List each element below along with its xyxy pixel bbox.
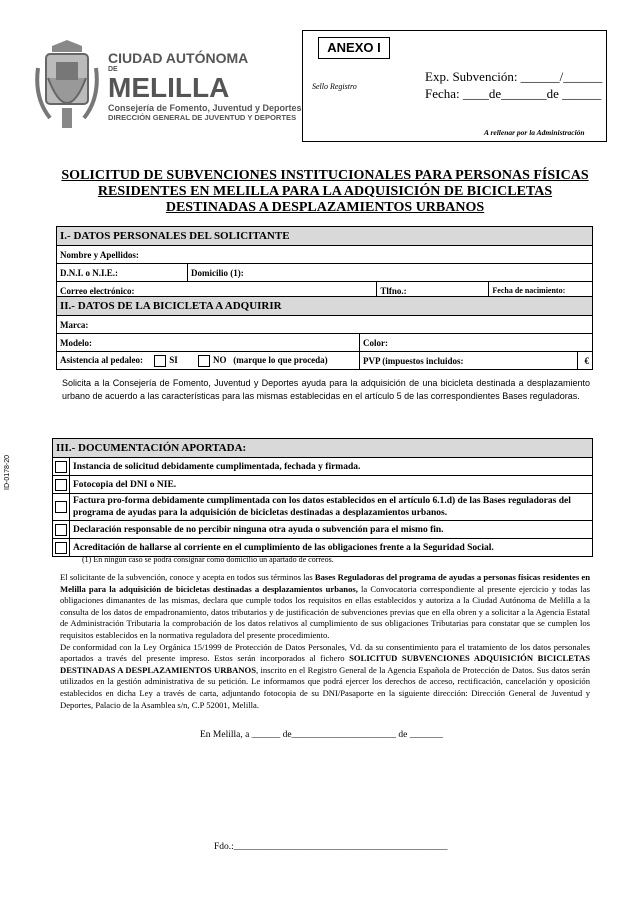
dni-field[interactable]: D.N.I. o N.I.E.: (57, 264, 188, 282)
signature-line[interactable]: Fdo.:_____________________________________________ (214, 842, 448, 852)
section3-heading: III.- DOCUMENTACIÓN APORTADA: (53, 439, 593, 458)
section-documentation (52, 438, 593, 557)
color-field[interactable]: Color: (360, 334, 593, 352)
doc-checkbox[interactable] (55, 524, 67, 536)
doc-item: Instancia de solicitud debidamente cumplimentada, fechada y firmada. (70, 458, 593, 476)
si-checkbox[interactable] (154, 355, 166, 367)
doc-item: Fotocopia del DNI o NIE. (70, 476, 593, 494)
doc-checkbox[interactable] (55, 501, 67, 513)
doc-checkbox-cell[interactable] (53, 521, 70, 539)
modelo-field[interactable]: Modelo: (57, 334, 360, 352)
doc-checkbox[interactable] (55, 479, 67, 491)
legal-text (60, 572, 590, 711)
section2-heading: II.- DATOS DE LA BICICLETA A ADQUIRIR (57, 297, 593, 316)
asistencia-row (57, 352, 360, 370)
doc-checkbox-cell[interactable] (53, 458, 70, 476)
logo-line4: DIRECCIÓN GENERAL DE JUVENTUD Y DEPORTES (108, 113, 297, 122)
doc-checkbox-cell[interactable] (53, 494, 70, 521)
no-label: NO (213, 354, 227, 365)
anexo-label: ANEXO I (318, 37, 390, 59)
euro-symbol: € (578, 352, 593, 370)
section1-heading: I.- DATOS PERSONALES DEL SOLICITANTE (57, 227, 593, 246)
nombre-field[interactable]: Nombre y Apellidos: (57, 246, 593, 264)
coat-of-arms-icon (32, 38, 102, 138)
doc-item: Acreditación de hallarse al corriente en el cumplimiento de las obligaciones frente a la Seguridad Social. (70, 539, 593, 557)
correo-field[interactable]: Correo electrónico: (57, 282, 377, 300)
section-personal-data (56, 226, 593, 300)
footnote: (1) En ningún caso se podrá consignar como domicilio un apartado de correos. (82, 555, 334, 564)
place-date-line[interactable]: En Melilla, a ______ de______________________ de _______ (200, 730, 444, 740)
domicilio-field[interactable]: Domicilio (1): (188, 264, 593, 282)
sello-registro: Sello Registro (312, 82, 357, 91)
no-checkbox[interactable] (198, 355, 210, 367)
telefono-field[interactable]: Tlfno.: (377, 282, 489, 300)
legal-paragraph-2: De conformidad con la Ley Orgánica 15/1999 de Protección de Datos Personales, Vd. da su consentimiento para el tratamiento de los datos personales aportados a través del presente impreso. Estos serán incorporados al fichero SOLICITUD SUBVENCIONES ADQUISICIÓN BICICLETAS DESTINADAS A DESPLAZAMIENTOS URBANOS, inscrito en el Registro General de la Agencia Española de Protección de Datos. Sus datos serán utilizados en la gestión administrativa de su petición. Le informamos que podrá ejercer los derechos de acceso, rectificación, cancelación y oposición establecidos en dicha Ley a través de carta, adjuntando fotocopia de su DNI/Pasaporte en la siguiente dirección: Dirección General de Juventud y Deportes, Palacio de la Asamblea s/n, C.P 52001, Melilla. (60, 641, 591, 710)
doc-checkbox[interactable] (55, 542, 67, 554)
asistencia-label: Asistencia al pedaleo: (60, 354, 143, 365)
logo-line1: CIUDAD AUTÓNOMA (108, 50, 249, 66)
admin-note: A rellenar por la Administración (484, 128, 585, 137)
doc-checkbox-cell[interactable] (53, 476, 70, 494)
logo-line3: Consejería de Fomento, Juventud y Deportes (108, 103, 302, 113)
solicita-paragraph: Solicita a la Consejería de Fomento, Juventud y Deportes ayuda para la adquisición de una bicicleta destinada a desplazamiento urbano de acuerdo a las características para las mismas establecidas en el artículo 5 de las correspondientes Bases reguladoras. (62, 378, 590, 401)
legal-paragraph-1: El solicitante de la subvención, conoce y acepta en todos sus términos las Bases Reguladoras del programa de ayudas a personas físicas residentes en Melilla para la adquisición de bicicletas destinadas a desplazamientos urbanos, la Convocatoria correspondiente al presente ejercicio y todas las obligaciones dimanantes de las mismas, declara que cumple todos los requisitos en ellas establecidos y autoriza a la Ciudad Autónoma de Melilla a la consulta de los datos de empadronamiento, datos tributarios y de justificación de subvenciones previas que en ella obren y a solicitar a la Agencia Estatal de Administración Tributaria la comprobación de los datos relativos al cumplimiento de sus obligaciones Tributarias para constatar que se cumplen los requisitos establecidos en la normativa reguladora del presente procedimiento. (60, 572, 590, 640)
logo-text (108, 50, 302, 122)
exp-fecha-block (425, 68, 602, 102)
doc-item: Declaración responsable de no percibir ninguna otra ayuda o subvención para el mismo fin. (70, 521, 593, 539)
doc-checkbox-cell[interactable] (53, 539, 70, 557)
fecha-line[interactable]: Fecha: ____de_______de ______ (425, 86, 602, 101)
logo-line2: MELILLA (108, 72, 230, 103)
marca-field[interactable]: Marca: (57, 316, 593, 334)
nacimiento-field[interactable]: Fecha de nacimiento: (489, 282, 593, 300)
side-code: ID-0178-20 (4, 454, 11, 490)
marque-hint: (marque lo que proceda) (233, 354, 328, 365)
logo-line-de: DE (108, 66, 118, 73)
pvp-field[interactable]: PVP (impuestos incluidos: (360, 352, 578, 370)
doc-item: Factura pro-forma debidamente cumplimentada con los datos establecidos en el artículo 6.1.d) de las Bases reguladoras del programa de ayudas para la adquisición de bicicletas destinadas a desplazamientos urbanos. (70, 494, 593, 521)
si-label: SI (169, 354, 178, 365)
exp-subvencion[interactable]: Exp. Subvención: ______/______ (425, 69, 603, 84)
doc-checkbox[interactable] (55, 461, 67, 473)
document-title: SOLICITUD DE SUBVENCIONES INSTITUCIONALES PARA PERSONAS FÍSICAS RESIDENTES EN MELILLA PARA LA ADQUISICIÓN DE BICICLETAS DESTINADAS A DESPLAZAMIENTOS URBANOS (61, 168, 589, 215)
section-bicycle-data (56, 296, 593, 370)
